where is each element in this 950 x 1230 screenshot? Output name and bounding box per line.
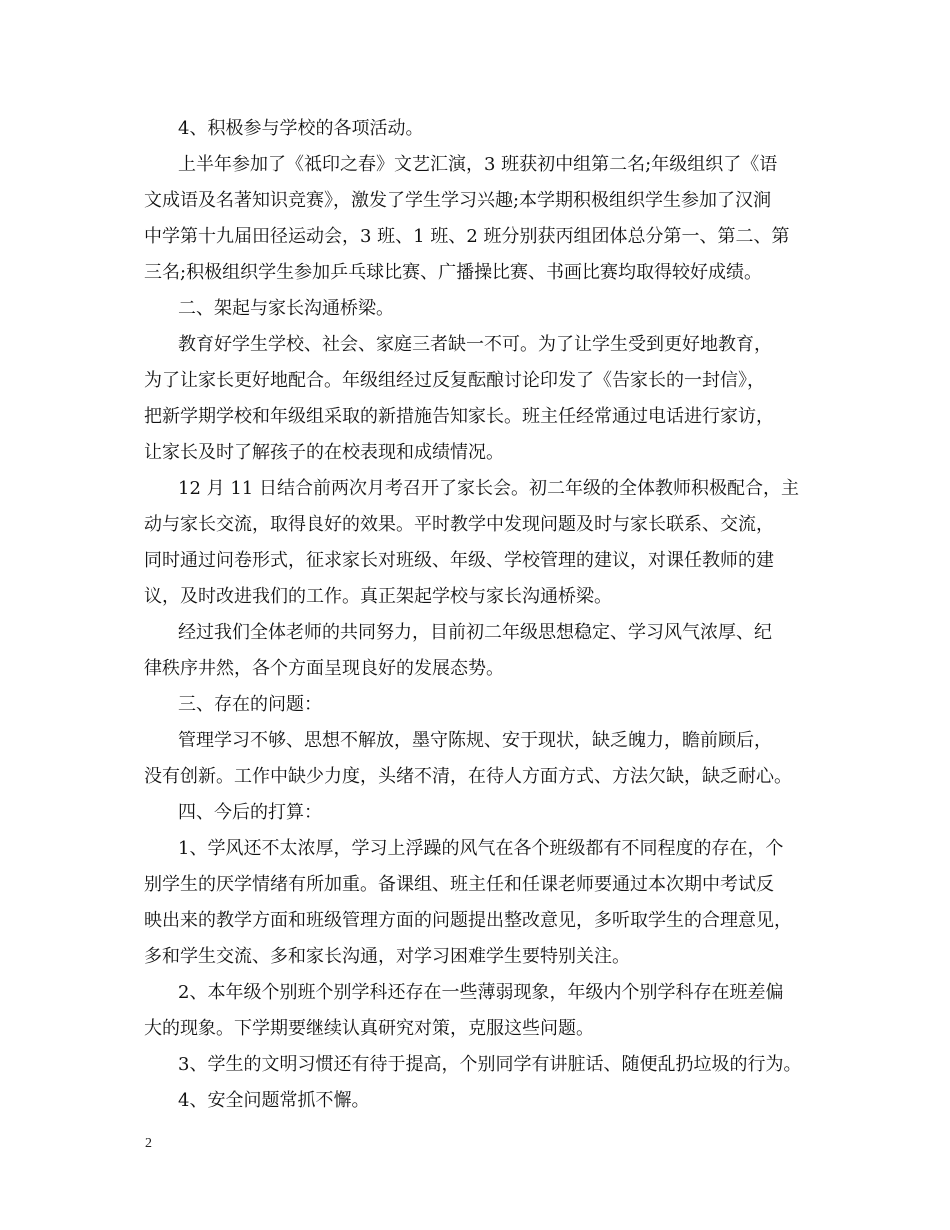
page-number: 2: [145, 1136, 152, 1151]
document-body: [144, 114, 816, 1122]
paragraph-line: 管理学习不够、思想不解放，墨守陈规、安于现状，缺乏魄力，瞻前顾后，: [178, 730, 772, 751]
paragraph-line: 4、积极参与学校的各项活动。: [178, 118, 424, 139]
paragraph-line: 没有创新。工作中缺少力度，头绪不清，在待人方面方式、方法欠缺，缺乏耐心。: [144, 766, 792, 787]
paragraph: [144, 114, 816, 144]
paragraph-line: 大的现象。下学期要继续认真研究对策，克服这些问题。: [144, 1018, 594, 1039]
paragraph-line: 2、本年级个别班个别学科还存在一些薄弱现象，年级内个别学科存在班差偏: [178, 982, 784, 1003]
paragraph-line: 四、今后的打算：: [178, 802, 322, 823]
paragraph-line: 4、安全问题常抓不懈。: [178, 1090, 370, 1111]
paragraph-line: 别学生的厌学情绪有所加重。备课组、班主任和任课老师要通过本次期中考试反: [144, 874, 774, 895]
paragraph-line: 同时通过问卷形式，征求家长对班级、年级、学校管理的建议，对课任教师的建: [144, 550, 774, 571]
paragraph: [144, 1050, 816, 1080]
paragraph: [144, 978, 816, 1044]
paragraph-line: 律秩序井然，各个方面呈现良好的发展态势。: [144, 658, 504, 679]
paragraph: [144, 726, 816, 792]
paragraph-line: 教育好学生学校、社会、家庭三者缺一不可。为了让学生受到更好地教育，: [178, 334, 772, 355]
paragraph-line: 议，及时改进我们的工作。真正架起学校与家长沟通桥梁。: [144, 586, 612, 607]
paragraph: [144, 834, 816, 972]
paragraph-line: 让家长及时了解孩子的在校表现和成绩情况。: [144, 442, 504, 463]
paragraph-line: 经过我们全体老师的共同努力，目前初二年级思想稳定、学习风气浓厚、纪: [178, 622, 772, 643]
paragraph: [144, 1086, 816, 1116]
paragraph: [144, 150, 816, 288]
paragraph-line: 三、存在的问题：: [178, 694, 322, 715]
paragraph-line: 动与家长交流，取得良好的效果。平时教学中发现问题及时与家长联系、交流，: [144, 514, 774, 535]
paragraph-line: 为了让家长更好地配合。年级组经过反复酝酿讨论印发了《告家长的一封信》，: [144, 370, 765, 391]
paragraph-line: 三名;积极组织学生参加乒乓球比赛、广播操比赛、书画比赛均取得较好成绩。: [144, 262, 763, 283]
paragraph-line: 1、学风还不太浓厚，学习上浮躁的风气在各个班级都有不同程度的存在，个: [178, 838, 784, 859]
paragraph-line: 多和学生交流、多和家长沟通，对学习困难学生要特别关注。: [144, 946, 630, 967]
paragraph: [144, 690, 816, 720]
paragraph: [144, 474, 816, 612]
paragraph-line: 文成语及名著知识竞赛》，激发了学生学习兴趣;本学期积极组织学生参加了汉涧: [144, 190, 772, 211]
paragraph-line: 二、架起与家长沟通桥梁。: [178, 298, 394, 319]
paragraph: [144, 294, 816, 324]
paragraph-line: 12 月 11 日结合前两次月考召开了家长会。初二年级的全体教师积极配合，主: [178, 478, 799, 499]
paragraph: [144, 798, 816, 828]
paragraph: [144, 618, 816, 684]
paragraph-line: 把新学期学校和年级组采取的新措施告知家长。班主任经常通过电话进行家访，: [144, 406, 774, 427]
paragraph-line: 映出来的教学方面和班级管理方面的问题提出整改意见，多听取学生的合理意见，: [144, 910, 792, 931]
paragraph-line: 中学第十九届田径运动会，3 班、1 班、2 班分别获丙组团体总分第一、第二、第: [144, 226, 790, 247]
paragraph: [144, 330, 816, 468]
paragraph-line: 上半年参加了《祗印之春》文艺汇演，3 班获初中组第二名;年级组织了《语: [178, 154, 778, 175]
paragraph-line: 3、学生的文明习惯还有待于提高，个别同学有讲脏话、随便乱扔垃圾的行为。: [178, 1054, 802, 1075]
